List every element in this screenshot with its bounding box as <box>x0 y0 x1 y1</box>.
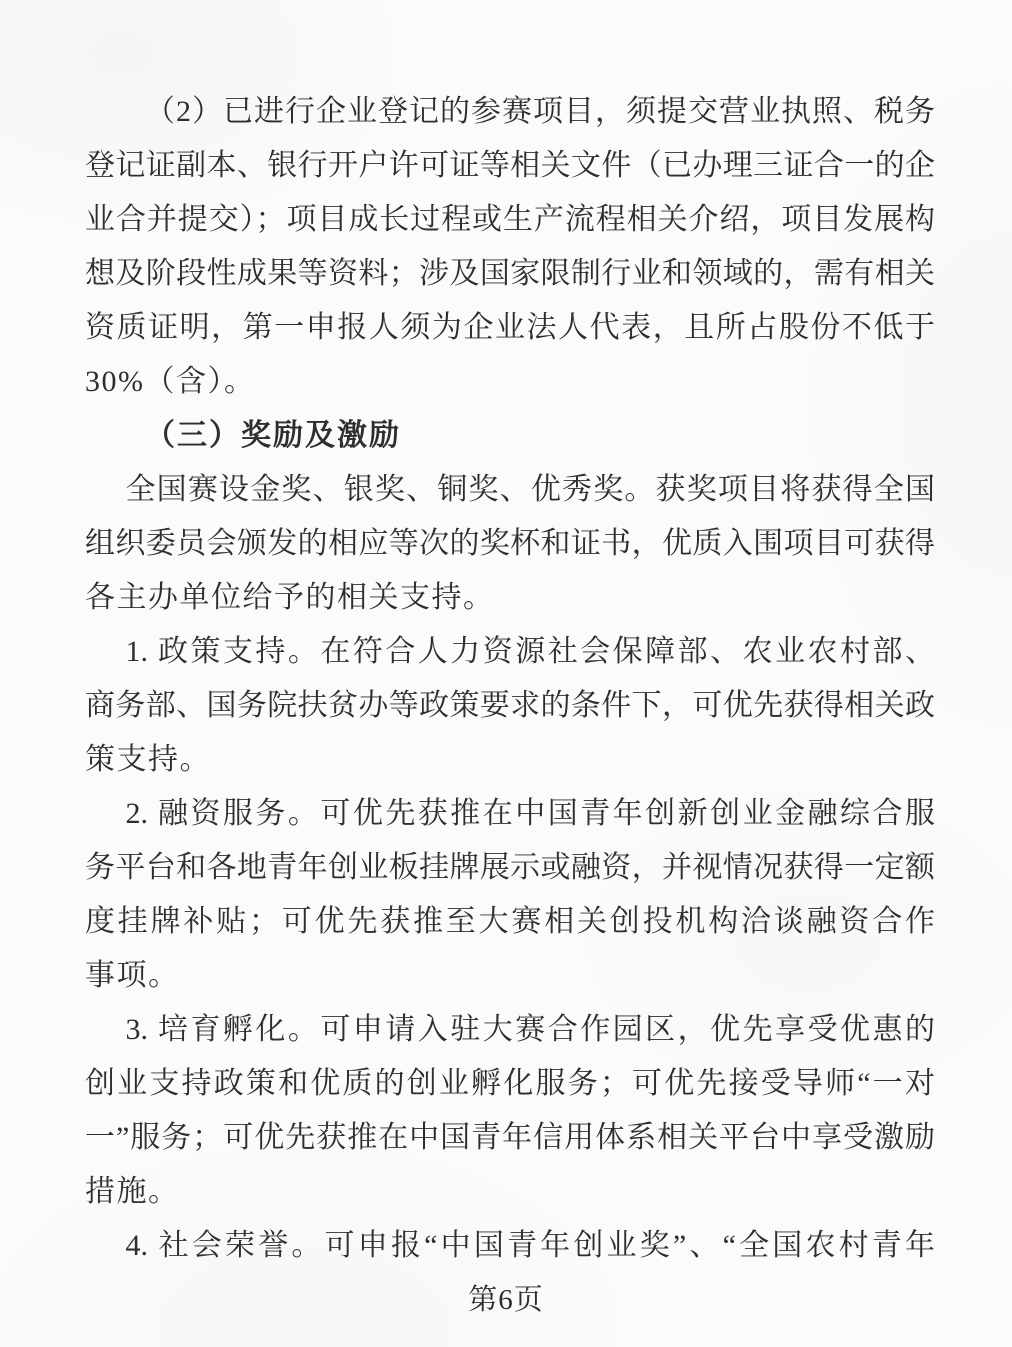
body-line: 全国赛设金奖、银奖、铜奖、优秀奖。获奖项目将获得全国 <box>125 473 935 506</box>
section-heading: （三）奖励及激励 <box>145 419 401 452</box>
body-line: 策支持。 <box>85 743 211 776</box>
body-line: 业合并提交）；项目成长过程或生产流程相关介绍，项目发展构 <box>85 203 935 236</box>
body-line: 组织委员会颁发的相应等次的奖杯和证书，优质入围项目可获得 <box>85 527 935 560</box>
body-line: 一”服务；可优先获推在中国青年信用体系相关平台中享受激励 <box>85 1121 935 1154</box>
body-line: 措施。 <box>85 1175 180 1208</box>
body-line: 2. 融资服务。可优先获推在中国青年创新创业金融综合服 <box>125 797 935 830</box>
page-number: 第6页 <box>468 1284 544 1316</box>
body-line: 1. 政策支持。在符合人力资源社会保障部、农业农村部、 <box>125 635 935 668</box>
body-line: 登记证副本、银行开户许可证等相关文件（已办理三证合一的企 <box>85 149 935 182</box>
body-line: 商务部、国务院扶贫办等政策要求的条件下，可优先获得相关政 <box>85 689 935 722</box>
body-line: 度挂牌补贴；可优先获推至大赛相关创投机构洽谈融资合作 <box>85 905 935 938</box>
body-line: 想及阶段性成果等资料；涉及国家限制行业和领域的，需有相关 <box>85 257 935 290</box>
body-line: 创业支持政策和优质的创业孵化服务；可优先接受导师“一对 <box>85 1067 935 1100</box>
body-line: 事项。 <box>85 959 180 992</box>
document-body <box>85 85 935 1273</box>
body-line: 务平台和各地青年创业板挂牌展示或融资，并视情况获得一定额 <box>85 851 935 884</box>
body-line: 30%（含）。 <box>85 365 256 398</box>
body-line: 3. 培育孵化。可申请入驻大赛合作园区，优先享受优惠的 <box>125 1013 935 1046</box>
body-line: 各主办单位给予的相关支持。 <box>85 581 495 614</box>
body-line: 4. 社会荣誉。可申报“中国青年创业奖”、“全国农村青年 <box>125 1229 935 1262</box>
body-line: （2）已进行企业登记的参赛项目，须提交营业执照、税务 <box>145 95 935 128</box>
body-line: 资质证明，第一申报人须为企业法人代表，且所占股份不低于 <box>85 311 935 344</box>
